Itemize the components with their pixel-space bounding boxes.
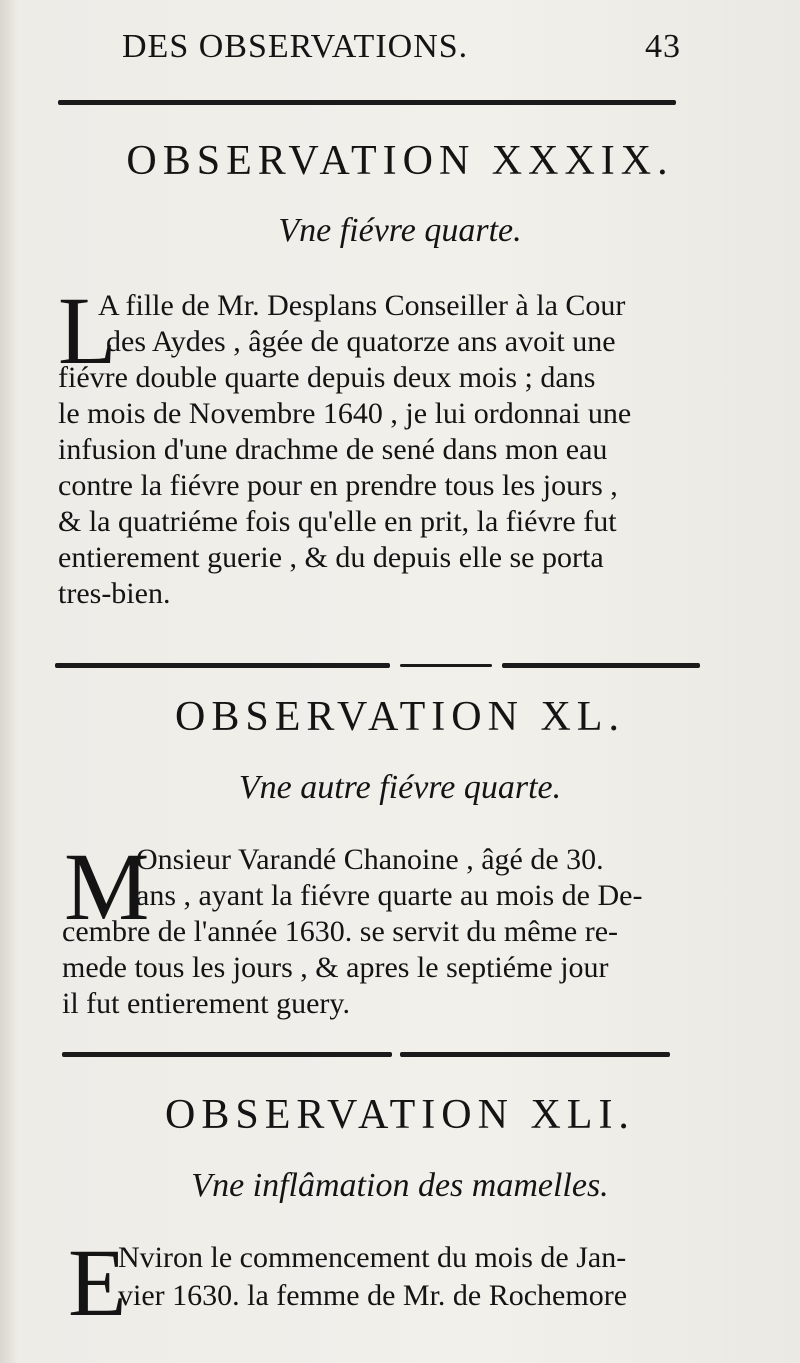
page-number: 43 <box>645 28 681 65</box>
separator-rule <box>400 1052 670 1057</box>
observation-subtitle: Vne autre fiévre quarte. <box>238 769 562 806</box>
observation-paragraph <box>58 277 708 622</box>
paragraph-line: vier 1630. la femme de Mr. de Rochemore <box>118 1279 628 1312</box>
paragraph-line: entierement guerie , & du depuis elle se porta <box>58 541 604 574</box>
observation-heading: OBSERVATION XLI. <box>165 1092 635 1138</box>
paragraph-line: il fut entierement guery. <box>62 987 350 1020</box>
observation-paragraph <box>58 1229 708 1336</box>
paragraph-line: tres-bien. <box>58 577 171 610</box>
paragraph-line: & la quatriéme fois qu'elle en prit, la fiévre fut <box>58 505 617 538</box>
paragraph-line: le mois de Novembre 1640 , je lui ordonnai une <box>58 397 632 430</box>
paragraph-line: contre la fiévre pour en prendre tous les jours , <box>58 469 618 502</box>
paragraph-line: ans , ayant la fiévre quarte au mois de De- <box>136 879 643 912</box>
observation-subtitle: Vne fiévre quarte. <box>278 212 522 249</box>
paragraph-line: Nviron le commencement du mois de Jan- <box>118 1241 627 1274</box>
observation-subtitle: Vne inflâmation des mamelles. <box>191 1167 609 1204</box>
drop-cap: L <box>58 277 117 384</box>
drop-cap: M <box>64 833 150 940</box>
observation-heading: OBSERVATION XXXIX. <box>126 138 674 184</box>
running-head-title: DES OBSERVATIONS. <box>122 28 469 65</box>
separator-rule <box>55 663 390 668</box>
drop-cap: E <box>68 1229 127 1336</box>
paragraph-line: cembre de l'année 1630. se servit du même re- <box>62 915 619 948</box>
paragraph-line: des Aydes , âgée de quatorze ans avoit une <box>106 325 616 358</box>
paragraph-line: A fille de Mr. Desplans Conseiller à la Cour <box>98 289 626 322</box>
paragraph-line: infusion d'une drachme de sené dans mon eau <box>58 433 608 466</box>
separator-rule <box>400 664 492 667</box>
paragraph-line: mede tous les jours , & apres le septiéme jour <box>62 951 609 984</box>
observation-paragraph <box>58 833 708 1028</box>
separator-rule <box>502 663 700 668</box>
separator-rule <box>62 1052 392 1057</box>
paragraph-line: fiévre double quarte depuis deux mois ; dans <box>58 361 596 394</box>
observation-heading: OBSERVATION XL. <box>175 694 625 740</box>
paragraph-line: Onsieur Varandé Chanoine , âgé de 30. <box>136 843 604 876</box>
top-rule <box>58 100 676 105</box>
